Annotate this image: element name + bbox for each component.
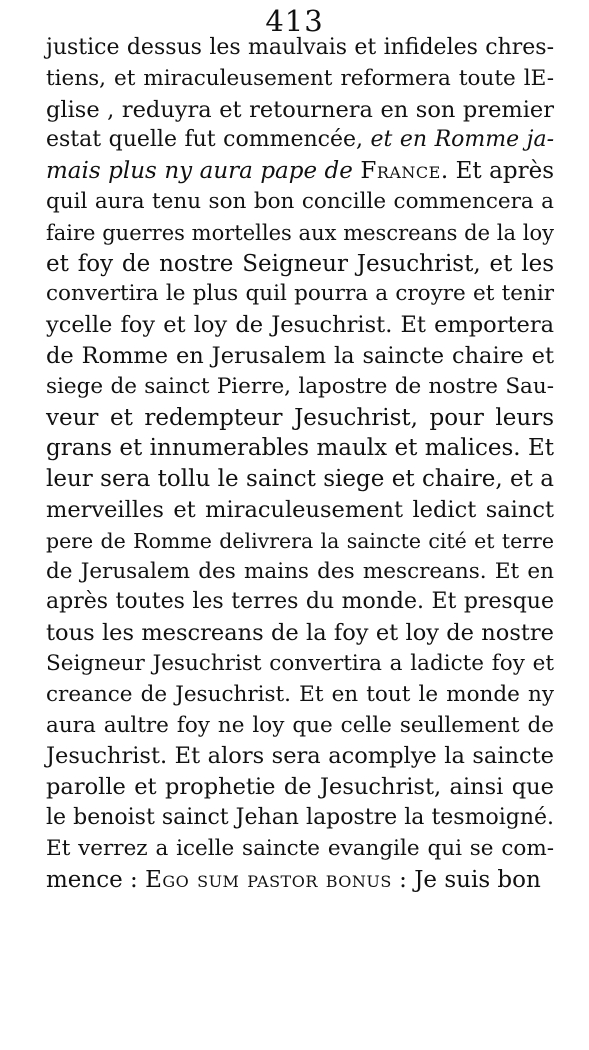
text-line bbox=[46, 741, 554, 772]
text-segment: France bbox=[360, 158, 441, 185]
text-segment: parolle et prophetie de Jesuchrist, ainsi que bbox=[46, 774, 554, 801]
text-line bbox=[46, 187, 554, 218]
text-segment: de Jerusalem des mains des mescreans. Et en bbox=[46, 558, 554, 584]
text-segment: mais plus ny aura pape de bbox=[46, 158, 361, 185]
text-line bbox=[46, 249, 554, 280]
text-segment: . Et après bbox=[440, 158, 554, 185]
text-segment: tiens, et miraculeusement reformera toute lE- bbox=[46, 65, 554, 91]
text-line bbox=[46, 834, 554, 865]
text-segment: faire guerres mortelles aux mescreans de la loy bbox=[46, 220, 554, 245]
text-segment: siege de sainct Pierre, lapostre de nostre Sau- bbox=[46, 373, 554, 399]
text-segment: ycelle foy et loy de Jesuchrist. Et emportera bbox=[46, 312, 554, 339]
text-segment: glise , reduyra et retournera en son premier bbox=[46, 96, 554, 123]
text-line bbox=[46, 403, 554, 434]
text-segment: mence : bbox=[46, 866, 146, 893]
text-line bbox=[46, 95, 554, 126]
text-segment: veur et redempteur Jesuchrist, pour leurs bbox=[46, 404, 554, 431]
text-line bbox=[46, 865, 554, 896]
text-segment: après toutes les terres du monde. Et presque bbox=[46, 589, 554, 615]
text-segment: tous les mescreans de la foy et loy de nostre bbox=[46, 620, 554, 647]
text-line bbox=[46, 64, 554, 95]
text-segment: : Je suis bon bbox=[391, 866, 541, 893]
text-line bbox=[46, 279, 554, 310]
text-line bbox=[46, 495, 554, 526]
text-segment: leur sera tollu le sainct siege et chaire, et a bbox=[46, 466, 554, 493]
text-line bbox=[46, 587, 554, 618]
text-line bbox=[46, 218, 554, 249]
text-line bbox=[46, 341, 554, 372]
text-line bbox=[46, 618, 554, 649]
text-segment: et en Romme ja- bbox=[370, 127, 554, 153]
text-line bbox=[46, 772, 554, 803]
text-line bbox=[46, 125, 554, 156]
text-line bbox=[46, 557, 554, 588]
text-segment: Jesuchrist. Et alors sera acomplye la saincte bbox=[46, 743, 554, 770]
text-segment: estat quelle fut commencée, bbox=[46, 127, 371, 153]
text-line bbox=[46, 156, 554, 187]
page-number: 413 bbox=[265, 4, 324, 38]
text-line bbox=[46, 33, 554, 64]
text-line bbox=[46, 711, 554, 742]
body-text bbox=[46, 33, 554, 895]
text-segment: de Romme en Jerusalem la saincte chaire et bbox=[46, 342, 554, 369]
text-line bbox=[46, 649, 554, 680]
text-segment: Et verrez a icelle saincte evangile qui se com- bbox=[46, 835, 554, 861]
text-segment: Ego sum pastor bonus bbox=[145, 866, 392, 893]
text-line bbox=[46, 372, 554, 403]
text-segment: aura aultre foy ne loy que celle seullement de bbox=[46, 712, 554, 738]
text-segment: pere de Romme delivrera la saincte cité et terre bbox=[46, 528, 554, 553]
text-segment: creance de Jesuchrist. Et en tout le monde ny bbox=[46, 681, 554, 707]
text-line bbox=[46, 310, 554, 341]
text-segment: quil aura tenu son bon concille commencera a bbox=[46, 188, 554, 214]
text-segment: grans et innumerables maulx et malices. Et bbox=[46, 435, 554, 462]
text-segment: et foy de nostre Seigneur Jesuchrist, et les bbox=[46, 250, 554, 277]
text-segment: le benoist sainct Jehan lapostre la tesmoigné. bbox=[46, 804, 554, 830]
text-segment: Seigneur Jesuchrist convertira a ladicte foy et bbox=[46, 650, 554, 676]
text-segment: justice dessus les maulvais et infideles chres- bbox=[46, 35, 554, 60]
text-line bbox=[46, 464, 554, 495]
text-line bbox=[46, 526, 554, 557]
text-segment: merveilles et miraculeusement ledict sainct bbox=[46, 496, 554, 523]
text-line bbox=[46, 803, 554, 834]
text-segment: convertira le plus quil pourra a croyre et tenir bbox=[46, 281, 554, 307]
text-line bbox=[46, 433, 554, 464]
text-line bbox=[46, 680, 554, 711]
